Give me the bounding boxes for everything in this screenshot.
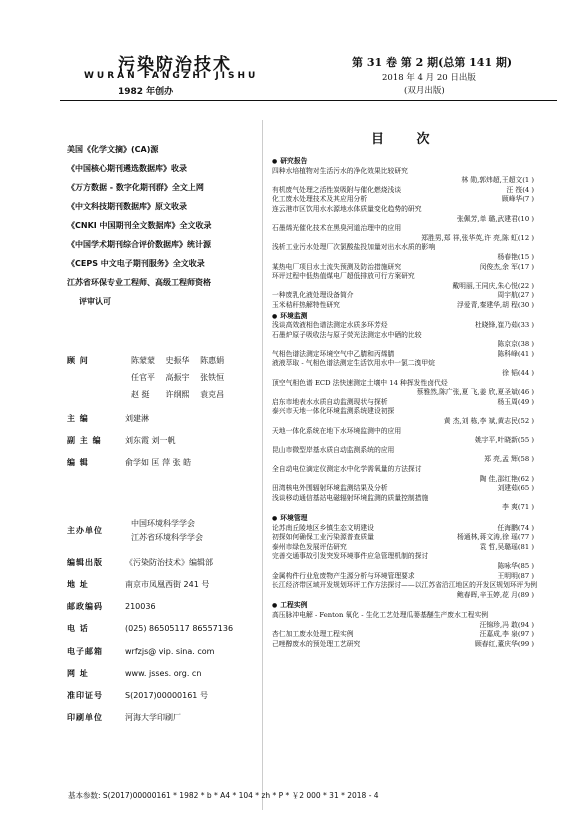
- phone-value: (025) 86505117 86557136: [125, 624, 234, 633]
- toc-entry[interactable]: [272, 186, 534, 196]
- toc-entry-title: 论苏南丘陵地区乡镇生态文明建设: [272, 523, 374, 532]
- toc-entry[interactable]: [272, 272, 534, 291]
- advisor-name: 陈蒙蒙: [131, 356, 155, 365]
- toc-entry-title: 四种水培植物对生活污水的净化效果比较研究: [272, 166, 408, 175]
- toc-entry-authors-page: 杨玉周(49 ): [497, 397, 534, 406]
- toc-entry-title: 己唑醇废水的预处理工艺研究: [272, 639, 361, 648]
- toc-entry-authors-page: 陈科峰(41 ): [497, 349, 534, 358]
- toc-entry-authors-page: 郑 亮,孟 辉(58 ): [484, 455, 534, 464]
- toc-entry[interactable]: [272, 581, 538, 600]
- toc-entry[interactable]: [272, 630, 534, 640]
- toc-entry-title: 全自动电位滴定仪测定水中化学需氧量的方法探讨: [272, 465, 422, 473]
- toc-entry[interactable]: [272, 195, 534, 205]
- toc-entry[interactable]: [272, 407, 534, 426]
- publication-frequency: (双月出版): [404, 86, 445, 96]
- indexing-item: 评审认可: [79, 297, 111, 306]
- toc-entry[interactable]: [272, 640, 534, 650]
- email-row: [67, 646, 214, 657]
- deputy-editor-label: 副 主 编: [67, 436, 102, 445]
- toc-entry[interactable]: [272, 572, 534, 582]
- indexing-item: 《CEPS 中文电子期刊服务》全文收录: [67, 259, 205, 268]
- toc-entry[interactable]: [272, 552, 534, 571]
- toc-entry-authors-page: 陈京京(38 ): [497, 340, 534, 349]
- toc-entry-authors-page: 杨通林,蒋文涛,徐 瑶(77 ): [457, 533, 534, 542]
- toc-entry[interactable]: [272, 301, 534, 311]
- toc-title: 目 次: [371, 132, 444, 147]
- toc-entry-authors-page: 张佩芳,单 璐,武建君(10 ): [457, 214, 534, 223]
- journal-title: 污染防治技术: [118, 55, 232, 75]
- sponsor-line: 中国环境科学学会: [131, 519, 195, 528]
- toc-entry-title: 天地一体化系统在地下水环境监测中的应用: [272, 426, 402, 435]
- postcode-row: [67, 601, 156, 612]
- toc-entry[interactable]: [272, 524, 534, 534]
- toc-entry-title: 顶空气相色谱 ECD 法快速测定土壤中 14 种挥发性卤代烃: [272, 378, 448, 387]
- editor-chief-row: [67, 413, 149, 424]
- sponsor-values: [131, 517, 203, 545]
- printer-value: 河海大学印刷厂: [125, 713, 181, 722]
- toc-entry[interactable]: [272, 205, 534, 224]
- toc-section-heading: ● 环境监测: [272, 312, 534, 322]
- indexing-item: 《中国学术期刊综合评价数据库》统计源: [67, 240, 211, 249]
- advisor-name: 许纲熙: [165, 390, 190, 399]
- deputy-editor-value: 刘东霞 刘一帆: [125, 436, 176, 445]
- toc-entry-authors-page: 汪嘉成,李 泉(97 ): [479, 630, 534, 639]
- toc-entry-authors-page: 陶 佳,邵红艳(62 ): [479, 474, 534, 483]
- table-of-contents: [272, 156, 538, 649]
- toc-entry-title: 高压脉冲电解 - Fenton 氧化 - 生化工艺处理瓜蒌基醚生产废水工程实例: [272, 610, 489, 619]
- toc-entry-authors-page: 王明明(87 ): [497, 571, 534, 580]
- publisher-row: [67, 557, 213, 568]
- toc-entry[interactable]: [272, 331, 534, 350]
- indexing-item: 《中文科技期刊数据库》原文收录: [67, 202, 187, 211]
- printer-row: [67, 712, 181, 723]
- toc-entry-authors-page: 袁 哲,吴璐瑶(81 ): [479, 542, 534, 551]
- advisor-name: 任官平: [131, 373, 155, 382]
- toc-entry[interactable]: [272, 291, 534, 301]
- toc-entry-title: 杏仁加工废水处理工程实例: [272, 630, 354, 639]
- toc-entry[interactable]: [272, 494, 534, 513]
- column-divider: [262, 120, 263, 810]
- indexing-item: 美国《化学文摘》(CA)源: [67, 145, 159, 154]
- toc-entry[interactable]: [272, 243, 534, 262]
- permit-value: S(2017)00000161 号: [125, 691, 208, 700]
- toc-entry-authors-page: 顾春红,董庆华(99 ): [474, 639, 534, 648]
- email-label: 电子邮箱: [67, 647, 103, 656]
- advisor-name: 高振宇: [165, 373, 190, 382]
- toc-entry-authors-page: 姚宇平,叶晓新(55 ): [474, 436, 534, 445]
- sponsor-line: 江苏省环境科学学会: [131, 533, 203, 542]
- toc-entry-authors-page: 闵俊杰,余 军(17 ): [479, 262, 534, 271]
- toc-entry-title: 液液萃取 - 气相色谱法测定生活饮用水中一氯二溴甲烷: [272, 359, 435, 368]
- publisher-label: 编辑出版: [67, 558, 103, 567]
- toc-entry-authors-page: 黄 杰,刘 栋,李 斌,黄志民(52 ): [443, 417, 534, 426]
- toc-entry[interactable]: [272, 533, 534, 543]
- toc-entry[interactable]: [272, 359, 534, 378]
- phone-label: 电 话: [67, 624, 89, 633]
- toc-entry[interactable]: [272, 427, 534, 446]
- toc-entry-title: 环评过程中低热值煤电厂超低排放可行方案研究: [272, 272, 415, 281]
- toc-entry-authors-page: 任海鹏(74 ): [497, 523, 534, 532]
- indexing-list: [67, 140, 262, 311]
- journal-title-pinyin: WURAN FANGZHI JISHU: [84, 71, 259, 81]
- phone-row: [67, 623, 233, 634]
- address-row: [67, 579, 209, 590]
- issue-number: 第 31 卷 第 2 期(总第 141 期): [352, 56, 513, 69]
- advisors-names: [131, 352, 232, 403]
- website-value: www. jsses. org. cn: [125, 669, 202, 678]
- toc-entry[interactable]: [272, 379, 534, 398]
- advisor-name: 陈惠娟: [200, 356, 225, 365]
- toc-section-heading: ● 研究报告: [272, 157, 534, 167]
- toc-entry-title: 启东市地表水水质自动监测现状与探析: [272, 397, 388, 406]
- toc-entry-title: 连云港市区饮用水水源地水体质量变化趋势的研究: [272, 204, 422, 213]
- toc-entry-title: 一种废乳化液处理设备简介: [272, 291, 354, 300]
- toc-entry-title: 气相色谱法测定环境空气中乙腈和丙烯腈: [272, 349, 395, 358]
- toc-entry-authors-page: 顾峰华(7 ): [501, 195, 534, 204]
- toc-entry-title: 金属构件行业危废物产生源分析与环境管理要求: [272, 571, 415, 580]
- toc-entry-title: 玉米秸秆热解特性研究: [272, 300, 340, 309]
- indexing-item: 江苏省环保专业工程师、高级工程师资格: [67, 278, 211, 287]
- editors-row: [67, 457, 191, 468]
- editor-chief-value: 刘建淋: [125, 414, 149, 423]
- toc-entry[interactable]: [272, 465, 534, 484]
- toc-entry-title: 浅析工业污水处理厂次氯酸盐投加量对出水水质的影响: [272, 243, 436, 252]
- toc-entry-authors-page: 林 勋,郭炜超,王超文(1 ): [461, 176, 534, 185]
- toc-entry-authors-page: 杨春艳(15 ): [497, 252, 534, 261]
- website-label: 网 址: [67, 669, 89, 678]
- toc-entry-title: 石墨炉原子吸收法与原子荧光法测定水中硒的比较: [272, 330, 422, 339]
- toc-entry-title: 田湾核电外围辐射环境监测结果及分析: [272, 484, 388, 493]
- toc-entry[interactable]: [272, 611, 534, 630]
- toc-entry-authors-page: 李 爽(71 ): [502, 503, 534, 512]
- address-value: 南京市凤凰西街 241 号: [125, 580, 210, 589]
- publication-date: 2018 年 4 月 20 日出版: [382, 73, 476, 83]
- toc-entry[interactable]: [272, 543, 534, 553]
- toc-entry-authors-page: 刘建茹(65 ): [497, 484, 534, 493]
- toc-entry[interactable]: [272, 398, 534, 408]
- sponsor-label: 主办单位: [67, 526, 103, 535]
- toc-entry[interactable]: [272, 321, 534, 331]
- advisor-name: 赵 挺: [131, 390, 150, 399]
- toc-entry-title: 长江经济带区域开发规划环评工作方法探讨——以江苏省沿江地区的开发区规划环评为例: [272, 581, 538, 590]
- advisor-name: 袁克昌: [200, 390, 225, 399]
- header-divider: [60, 100, 557, 101]
- toc-entry-authors-page: 汪锦珍,冯 敢(94 ): [479, 620, 534, 629]
- indexing-item: 《CNKI 中国期刊全文数据库》全文收录: [67, 221, 212, 230]
- toc-entry-title: 泰州市绿色发展评估研究: [272, 542, 347, 551]
- toc-entry-authors-page: 鲍春晖,辛玉婷,花 月(89 ): [457, 590, 534, 599]
- indexing-item: 《万方数据 - 数字化期刊群》全文上网: [67, 183, 204, 192]
- toc-entry-title: 化工废水处理技术及其应用分析: [272, 195, 368, 204]
- toc-entry-authors-page: 徐 韬(44 ): [502, 369, 534, 378]
- permit-row: [67, 690, 208, 701]
- toc-entry-authors-page: 蔡雅然,陈广张,夏 飞,姜 欣,夏圣斌(46 ): [416, 388, 534, 397]
- toc-entry-title: 石墨烯光催化技术在黑臭河道治理中的应用: [272, 224, 402, 233]
- toc-entry-authors-page: 杜晓锋,崔乃茹(33 ): [474, 321, 534, 330]
- toc-entry-title: 浅谈高效液相色谱法测定水质多环芳烃: [272, 321, 388, 330]
- toc-section-heading: ● 环境管理: [272, 514, 534, 524]
- toc-entry[interactable]: [272, 263, 534, 273]
- toc-entry[interactable]: [272, 167, 534, 186]
- founded-year: 1982 年创办: [118, 87, 174, 97]
- toc-entry-title: 某热电厂项目水土流失预测及防治措施研究: [272, 262, 402, 271]
- address-label: 地 址: [67, 580, 89, 589]
- publisher-value: 《污染防治技术》编辑部: [125, 558, 213, 567]
- postcode-label: 邮政编码: [67, 602, 103, 611]
- toc-entry-authors-page: 汪 筏(4 ): [506, 185, 534, 194]
- deputy-editor-row: [67, 435, 176, 446]
- sponsor-row: [67, 525, 125, 536]
- indexing-item: 《中国核心期刊遴选数据库》收录: [67, 164, 187, 173]
- toc-entry-title: 初探如何确保工业污染源普查质量: [272, 533, 374, 542]
- printer-label: 印刷单位: [67, 713, 103, 722]
- toc-entry-title: 泰兴市天地一体化环境监测系统建设初探: [272, 407, 395, 416]
- advisors-row: [67, 355, 125, 366]
- toc-entry-title: 完善交通事故引发突发环境事件应急管理机制的探讨: [272, 552, 429, 561]
- toc-entry-authors-page: 陈咏华(85 ): [497, 561, 534, 570]
- basic-parameters: 基本参数: S(2017)00000161 * 1982 * b * A4 * 104 * zh * P * ￥2 000 * 31 * 2018 - 4: [68, 791, 379, 800]
- toc-entry[interactable]: [272, 446, 534, 465]
- advisor-name: 张铁恒: [200, 373, 225, 382]
- toc-entry-authors-page: 周宇航(27 ): [497, 291, 534, 300]
- toc-entry-authors-page: 浮爱青,秦建华,胡 程(30 ): [457, 300, 534, 309]
- permit-label: 准印证号: [67, 691, 103, 700]
- email-value: wrfzjs@ vip. sina. com: [125, 647, 215, 656]
- toc-entry-authors-page: 戴明丽,王同庆,朱心悦(22 ): [452, 281, 534, 290]
- toc-entry-title: 有机废气处理之活性炭吸附与催化燃烧浅谈: [272, 185, 402, 194]
- editor-chief-label: 主 编: [67, 414, 89, 423]
- advisors-label: 顾 问: [67, 356, 89, 365]
- toc-entry-title: 浅谈移动通信基站电磁辐射环境监测的质量控制措施: [272, 493, 429, 502]
- toc-entry-authors-page: 郑胜男,郑 祥,张华英,许 亮,陈 虹(12 ): [421, 233, 534, 242]
- toc-entry[interactable]: [272, 484, 534, 494]
- advisor-name: 史振华: [165, 356, 190, 365]
- toc-section-heading: ● 工程实例: [272, 601, 534, 611]
- toc-entry-title: 昆山市微型岸基水质自动监测系统的应用: [272, 445, 395, 454]
- website-row: [67, 668, 201, 679]
- editors-value: 俞学如 匡 萍 张 皓: [125, 458, 192, 467]
- toc-entry[interactable]: [272, 224, 534, 243]
- postcode-value: 210036: [125, 602, 156, 611]
- editors-label: 编 辑: [67, 458, 89, 467]
